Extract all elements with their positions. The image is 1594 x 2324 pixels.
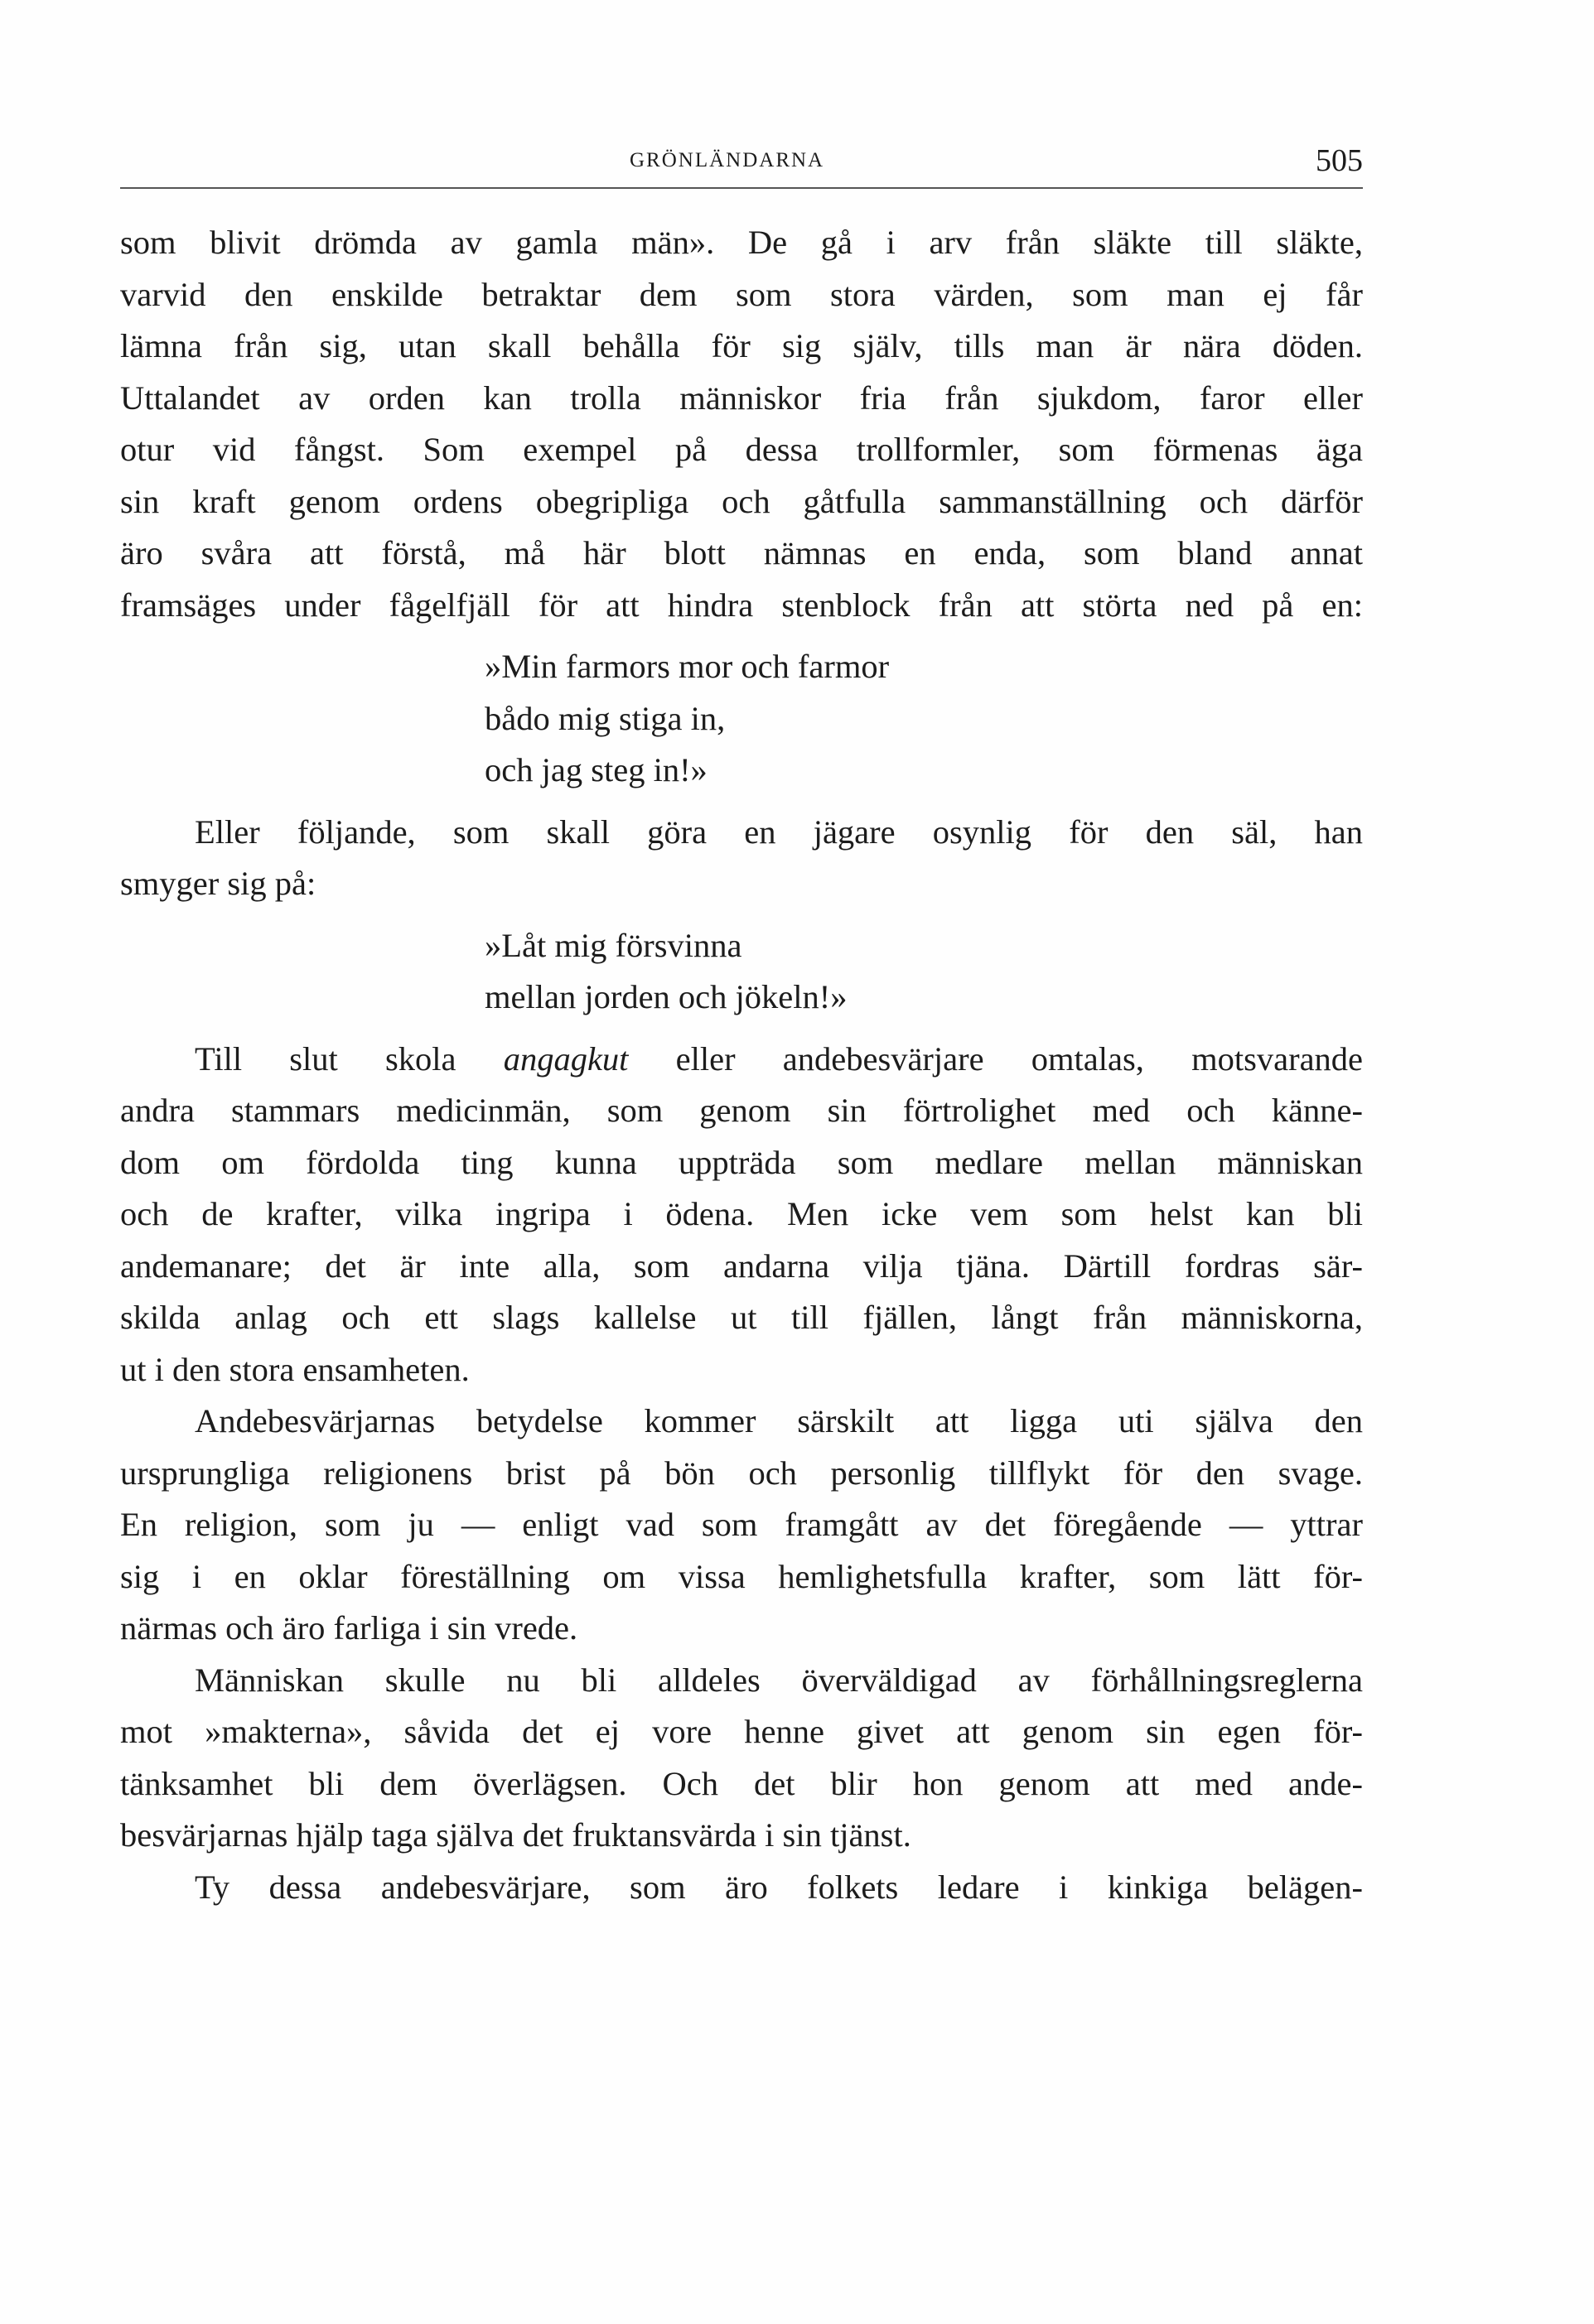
text-line: Andebesvärjarnas betydelse kommer särskilt att ligga uti själva den [195, 1402, 1363, 1439]
page-number: 505 [1316, 143, 1363, 178]
verse-1 [120, 641, 1363, 797]
text-segment: eller andebesvärjare omtalas, motsvarande [675, 1039, 1364, 1078]
paragraph-3 [120, 1034, 1363, 1396]
text-line: Eller följande, som skall göra en jägare osynlig för den säl, han [195, 812, 1363, 851]
text-line: som blivit drömda av gamla män». De gå i arv från släkte till släkte, [120, 224, 1363, 261]
verse-line: »Låt mig försvinna [485, 926, 742, 964]
text-line: sig i en oklar föreställning om vissa hemlighetsfulla krafter, som lätt för- [120, 1557, 1363, 1595]
verse-line: »Min farmors mor och farmor [485, 648, 890, 685]
text-line [120, 1034, 1363, 1086]
running-title: GRÖNLÄNDARNA [630, 149, 825, 171]
text-line: mot »makterna», såvida det ej vore henne givet att genom sin egen för- [120, 1713, 1363, 1750]
paragraph-2 [120, 807, 1363, 910]
text-line: sin kraft genom ordens obegripliga och gåtfulla sammanställning och därför [120, 482, 1363, 520]
verse-line: bådo mig stiga in, [485, 699, 726, 737]
text-line: En religion, som ju — enligt vad som framgått av det föregående — yttrar [120, 1506, 1363, 1543]
text-line: andra stammars medicinmän, som genom sin förtrolighet med och känne- [120, 1092, 1363, 1129]
text-line: dom om fördolda ting kunna uppträda som medlare mellan människan [120, 1143, 1363, 1181]
text-line: Ty dessa andebesvärjare, som äro folkets ledare i kinkiga belägen- [195, 1868, 1363, 1906]
paragraph-4 [120, 1396, 1363, 1655]
text-line: varvid den enskilde betraktar dem som stora värden, som man ej får [120, 275, 1363, 313]
verse-line: mellan jorden och jökeln!» [485, 978, 848, 1015]
verse-line: och jag steg in!» [485, 751, 708, 788]
header-rule [120, 187, 1363, 189]
text-line: Uttalandet av orden kan trolla människor fria från sjukdom, faror eller [120, 378, 1363, 417]
running-header [120, 142, 1363, 184]
text-line: besvärjarnas hjälp taga själva det fruktansvärda i sin tjänst. [120, 1816, 911, 1854]
paragraph-1 [120, 217, 1363, 631]
text-line: skilda anlag och ett slags kallelse ut till fjällen, långt från människorna, [120, 1299, 1363, 1336]
text-line: ut i den stora ensamheten. [120, 1350, 470, 1388]
text-line: andemanare; det är inte alla, som andarna vilja tjäna. Därtill fordras sär- [120, 1246, 1363, 1285]
italic-term: angagkut [503, 1039, 629, 1078]
body-text [120, 217, 1363, 1913]
text-line: tänksamhet bli dem överlägsen. Och det blir hon genom att med ande- [120, 1764, 1363, 1802]
text-line: äro svåra att förstå, må här blott nämnas en enda, som bland annat [120, 534, 1363, 571]
verse-2 [120, 920, 1363, 1024]
text-segment: Till slut skola [195, 1039, 456, 1078]
text-line: Människan skulle nu bli alldeles överväldigad av förhållningsreglerna [195, 1661, 1363, 1699]
text-line: framsäges under fågelfjäll för att hindra stenblock från att störta ned på en: [120, 586, 1363, 624]
text-line: smyger sig på: [120, 865, 316, 902]
text-line: otur vid fångst. Som exempel på dessa trollformler, som förmenas äga [120, 431, 1363, 468]
text-line: och de krafter, vilka ingripa i ödena. Men icke vem som helst kan bli [120, 1195, 1363, 1232]
text-line: ursprungliga religionens brist på bön och personlig tillflykt för den svage. [120, 1454, 1363, 1492]
text-line: lämna från sig, utan skall behålla för sig själv, tills man är nära döden. [120, 327, 1363, 364]
text-line: närmas och äro farliga i sin vrede. [120, 1609, 578, 1647]
paragraph-6 [120, 1862, 1363, 1914]
paragraph-5 [120, 1655, 1363, 1862]
